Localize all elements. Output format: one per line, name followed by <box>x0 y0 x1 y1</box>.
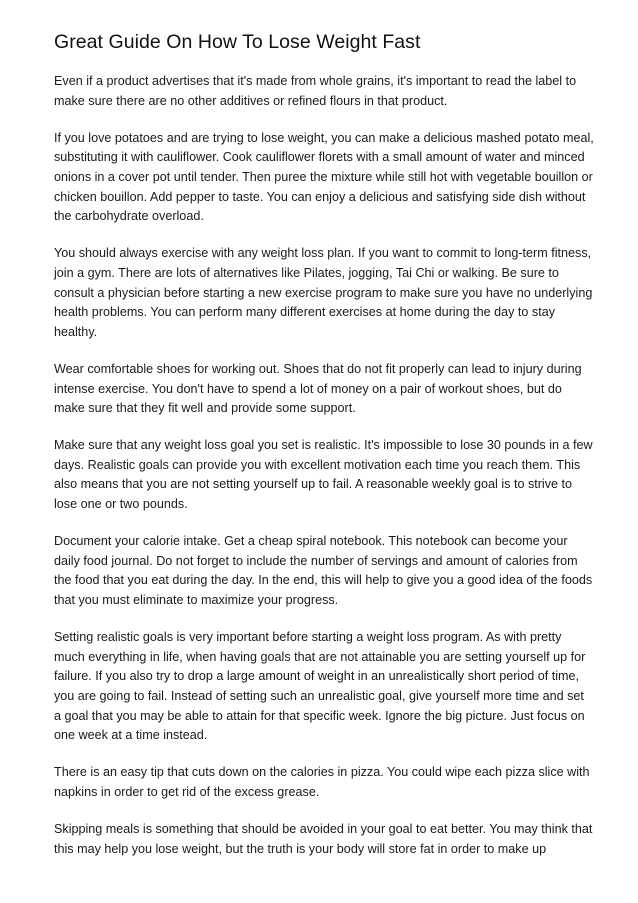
paragraph-skipping-meals: Skipping meals is something that should be avoided in your goal to eat better. You may think that this may help you lose weight, but the truth is your body will store fat in order to make up <box>54 822 593 856</box>
paragraph-setting-goals: Setting realistic goals is very important before starting a weight loss program. As with pretty much everything in life, when having goals that are not attainable you are setting yourself up for failure. If you also try to drop a large amount of weight in an unrealistically short period of time, you are going to fail. Instead of setting such an unrealistic goal, give yourself more time and set a goal that you may be able to attain for that specific week. Ignore the big picture. Just focus on one week at a time instead. <box>54 630 586 743</box>
paragraph-calorie-journal: Document your calorie intake. Get a cheap spiral notebook. This notebook can become your daily food journal. Do not forget to include the number of servings and amount of calories from the food that you eat during the day. In the end, this will help to give you a good idea of the foods that you must eliminate to maximize your progress. <box>54 534 593 608</box>
paragraph-exercise-plan: You should always exercise with any weight loss plan. If you want to commit to long-term fitness, join a gym. There are lots of alternatives like Pilates, jogging, Tai Chi or walking. Be sure to consult a physician before starting a new exercise program to make sure you have no underlying health problems. You can perform many different exercises at home during the day to stay healthy. <box>54 246 593 339</box>
paragraph-pizza-tip: There is an easy tip that cuts down on the calories in pizza. You could wipe each pizza slice with napkins in order to get rid of the excess grease. <box>54 765 590 799</box>
document-page <box>54 0 594 877</box>
paragraph-workout-shoes: Wear comfortable shoes for working out. Shoes that do not fit properly can lead to injury during intense exercise. You don't have to spend a lot of money on a pair of workout shoes, but do make sure that they fit well and provide some support. <box>54 361 582 416</box>
paragraph-realistic-goal: Make sure that any weight loss goal you set is realistic. It's impossible to lose 30 pounds in a few days. Realistic goals can provide you with excellent motivation each time you reach them. This also means that you are not setting yourself up to fail. A reasonable weekly goal is to strive to lose one or two pounds. <box>54 438 593 512</box>
paragraph-cauliflower-mash: If you love potatoes and are trying to lose weight, you can make a delicious mashed potato meal, substituting it with cauliflower. Cook cauliflower florets with a small amount of water and minced onions in a cover pot until tender. Then puree the mixture while still hot with vegetable bouillon or chicken bouillon. Add pepper to taste. You can enjoy a delicious and satisfying side dish without the carbohydrate overload. <box>54 130 594 224</box>
document-title: Great Guide On How To Lose Weight Fast <box>54 31 421 53</box>
document-body <box>54 72 594 859</box>
paragraph-whole-grains: Even if a product advertises that it's made from whole grains, it's important to read the label to make sure there are no other additives or refined flours in that product. <box>54 74 577 108</box>
